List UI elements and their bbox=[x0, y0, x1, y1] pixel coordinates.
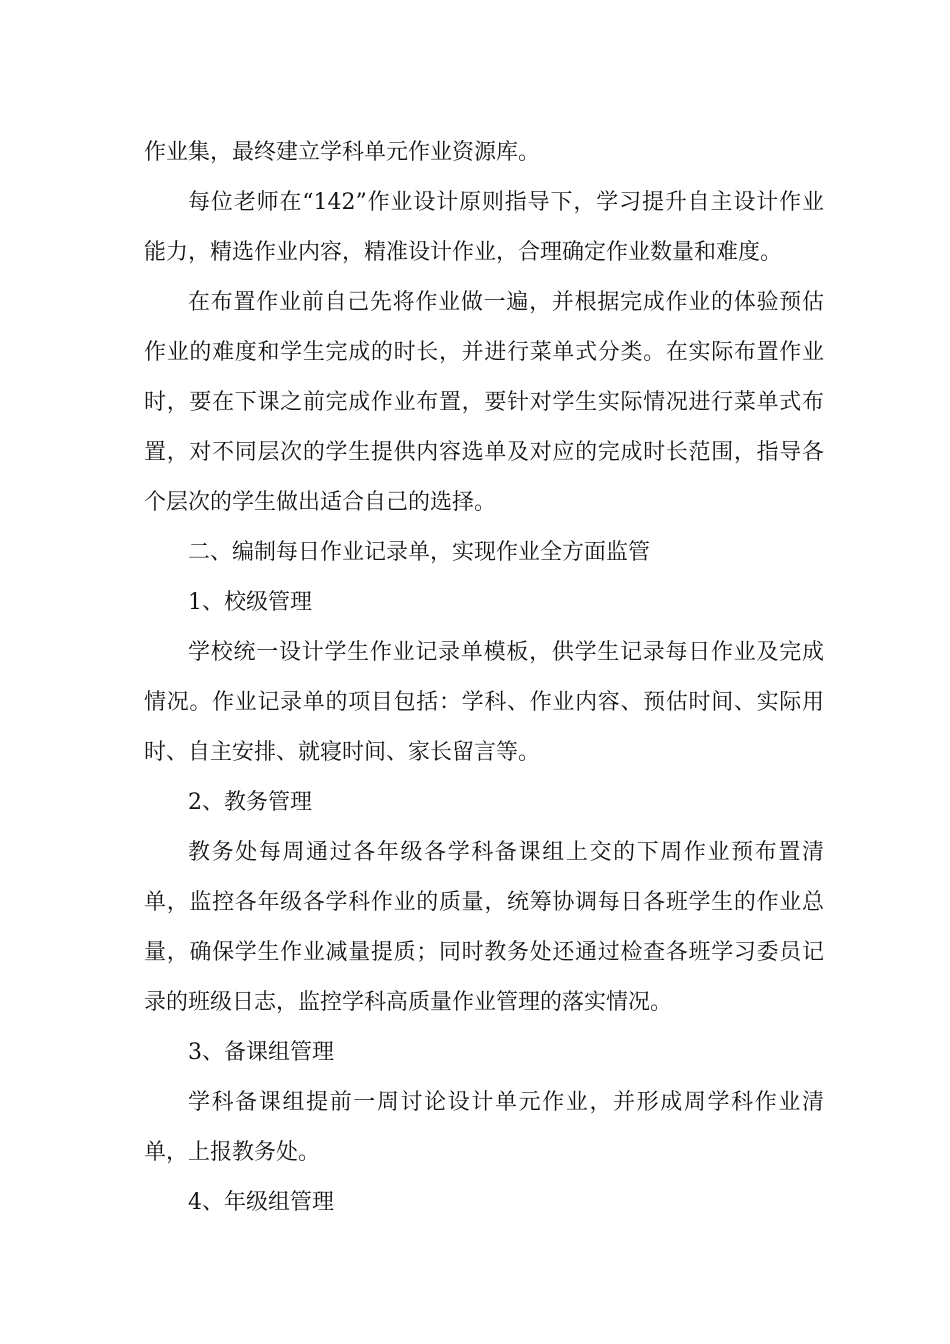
paragraph-design-principle: 每位老师在“142”作业设计原则指导下，学习提升自主设计作业能力，精选作业内容，精准设计作业，合理确定作业数量和难度。 bbox=[144, 190, 824, 265]
paragraph-assignment-preview: 在布置作业前自己先将作业做一遍，并根据完成作业的体验预估作业的难度和学生完成的时长，并进行菜单式分类。在实际布置作业时，要在下课之前完成作业布置，要针对学生实际情况进行菜单式布置，对不同层次的学生提供内容选单及对应的完成时长范围，指导各个层次的学生做出适合自己的选择。 bbox=[144, 290, 824, 515]
section-heading-record-sheet: 二、编制每日作业记录单，实现作业全方面监管 bbox=[188, 540, 651, 565]
subheading-academic-affairs: 2、教务管理 bbox=[188, 790, 312, 815]
paragraph-continuation: 作业集，最终建立学科单元作业资源库。 bbox=[144, 140, 541, 165]
paragraph-school-management: 学校统一设计学生作业记录单模板，供学生记录每日作业及完成情况。作业记录单的项目包括：学科、作业内容、预估时间、实际用时、自主安排、就寝时间、家长留言等。 bbox=[144, 640, 824, 765]
subheading-grade-group: 4、年级组管理 bbox=[188, 1190, 334, 1215]
paragraph-academic-affairs: 教务处每周通过各年级各学科备课组上交的下周作业预布置清单，监控各年级各学科作业的质量，统筹协调每日各班学生的作业总量，确保学生作业减量提质；同时教务处还通过检查各班学习委员记录的班级日志，监控学科高质量作业管理的落实情况。 bbox=[144, 840, 824, 1015]
paragraph-lesson-group: 学科备课组提前一周讨论设计单元作业，并形成周学科作业清单，上报教务处。 bbox=[144, 1090, 824, 1165]
subheading-lesson-group: 3、备课组管理 bbox=[188, 1040, 334, 1065]
document-body bbox=[144, 128, 824, 1228]
subheading-school-management: 1、校级管理 bbox=[188, 590, 312, 615]
